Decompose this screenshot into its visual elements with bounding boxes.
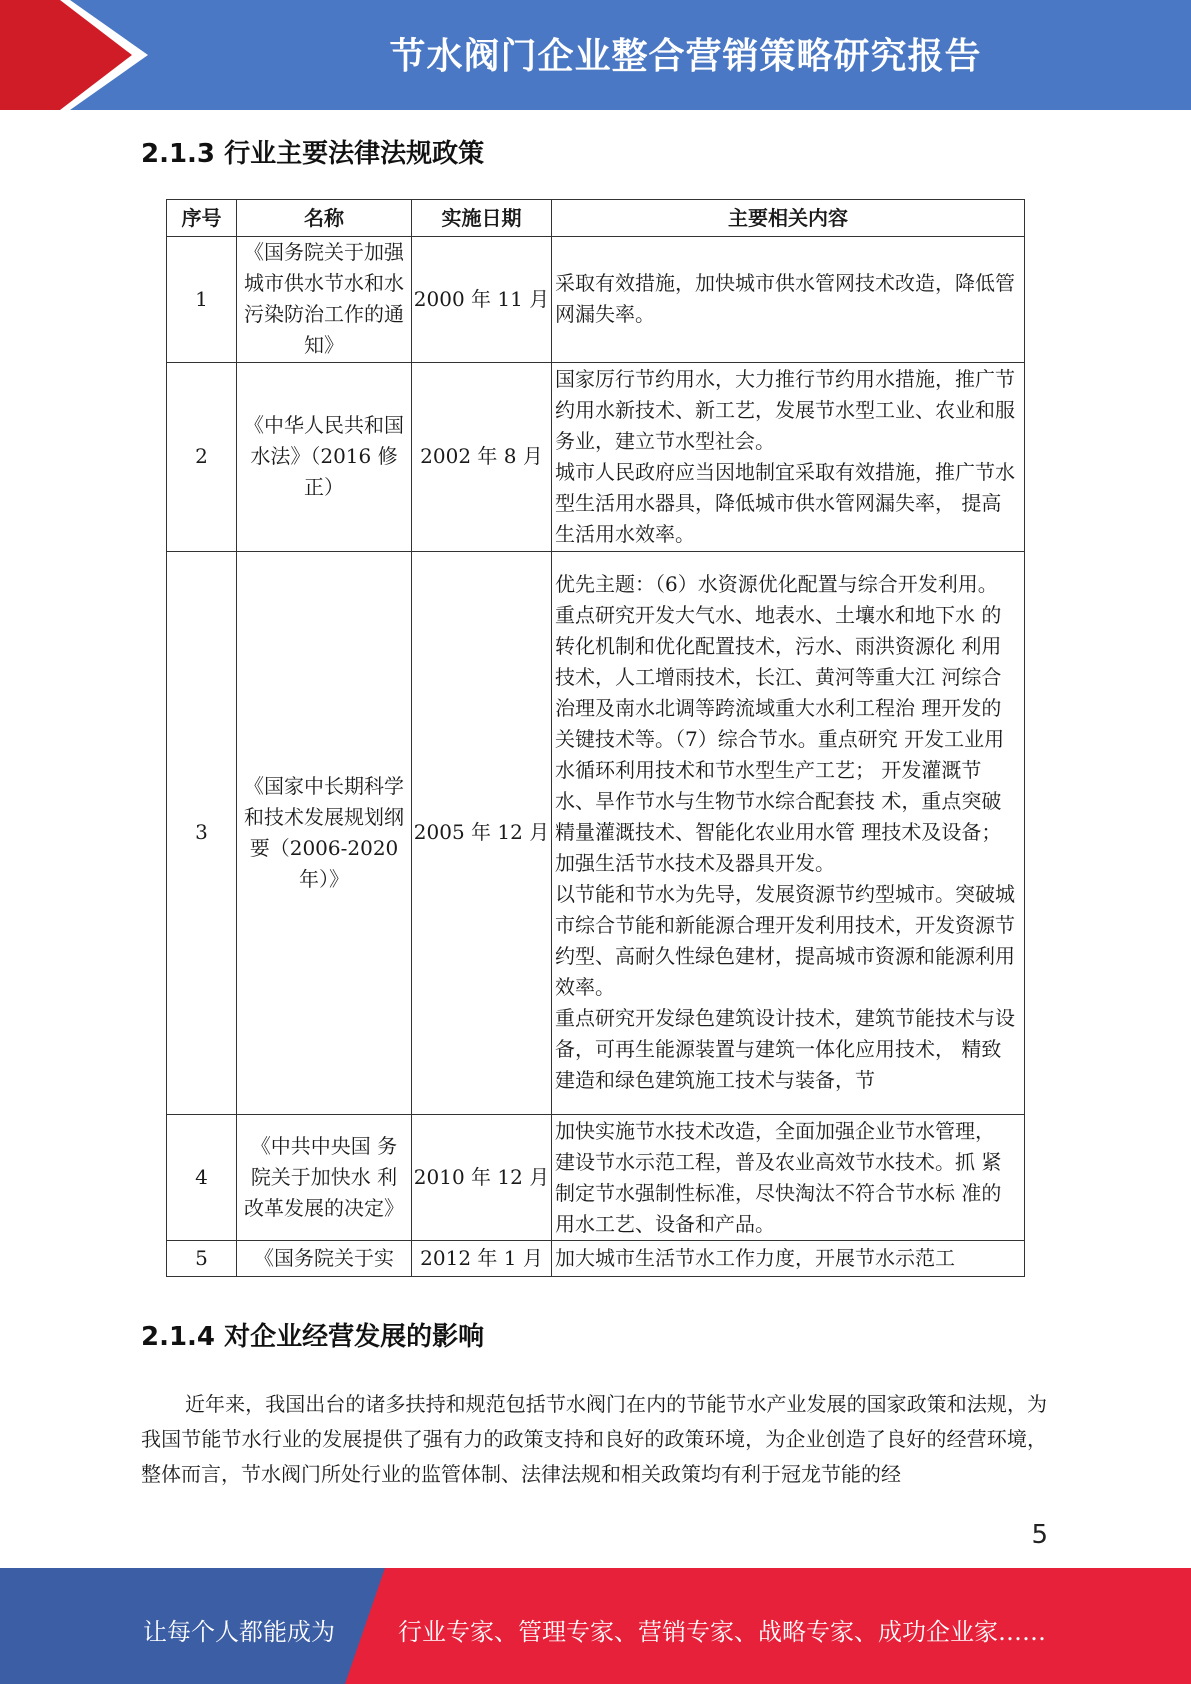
- content-paragraph: 城市人民政府应当因地制宜采取有效措施，推广节水型生活用水器具，降低城市供水管网漏失率， 提高生活用水效率。: [555, 459, 1015, 546]
- policy-table: [166, 199, 1025, 1277]
- cell-name: [237, 1240, 412, 1276]
- table-row: [167, 551, 1025, 1115]
- page-number: 5: [1031, 1520, 1048, 1550]
- cell-date: 2000 年 11 月: [412, 237, 552, 363]
- section-heading-2-1-4: 2.1.4 对企业经营发展的影响: [141, 1322, 485, 1352]
- cell-date: 2002 年 8 月: [412, 362, 552, 551]
- cell-date: 2005 年 12 月: [412, 551, 552, 1115]
- table-row: [167, 1240, 1025, 1276]
- content-paragraph: 优先主题：（6）水资源优化配置与综合开发利用。 重点研究开发大气水、地表水、土壤水和地下水 的转化机制和优化配置技术，污水、雨洪资源化 利用技术，人工增雨技术，长江、黄河等重大江 河综合治理及南水北调等跨流域重大水利工程治 理开发的关键技术等。（7）综合节水。重点研究 开发工业用水循环利用技术和节水型生产工艺； 开发灌溉节水、旱作节水与生物节水综合配套技 术，重点突破精量灌溉技术、智能化农业用水管 理技术及设备；加强生活节水技术及器具开发。: [555, 572, 1005, 876]
- content-paragraph: 国家厉行节约用水，大力推行节约用水措施，推广节约用水新技术、新工艺，发展节水型工业、农业和服务业，建立节水型社会。: [555, 366, 1015, 453]
- cell-name: 《国家中长期科学和技术发展规划纲要（2006-2020 年）》: [237, 551, 412, 1115]
- report-header-banner: [0, 0, 1191, 110]
- table-row: [167, 362, 1025, 551]
- cell-content: [552, 551, 1025, 1115]
- cell-content: [552, 1240, 1025, 1276]
- cell-content: [552, 362, 1025, 551]
- cell-name: 《国务院关于加强城市供水节水和水污染防治工作的通知》: [237, 237, 412, 363]
- column-header-no: 序号: [167, 200, 237, 237]
- column-header-content: 主要相关内容: [552, 200, 1025, 237]
- cell-date: 2010 年 12 月: [412, 1115, 552, 1241]
- table-row: [167, 237, 1025, 363]
- cell-content: [552, 1115, 1025, 1241]
- cell-name: 《中共中央国 务院关于加快水 利改革发展的决定》: [237, 1115, 412, 1241]
- footer-slogan-right: 行业专家、管理专家、营销专家、战略专家、成功企业家……: [398, 1618, 1046, 1646]
- cell-no: 5: [167, 1240, 237, 1276]
- section-heading-2-1-3: 2.1.3 行业主要法律法规政策: [141, 139, 485, 169]
- cell-no: 2: [167, 362, 237, 551]
- content-paragraph: 以节能和节水为先导，发展资源节约型城市。突破城市综合节能和新能源合理开发利用技术，开发资源节约型、高耐久性绿色建材，提高城市资源和能源利用效率。: [555, 882, 1015, 1000]
- table-header-row: [167, 200, 1025, 237]
- cell-no: 4: [167, 1115, 237, 1241]
- cell-content: [552, 237, 1025, 363]
- cell-no: 1: [167, 237, 237, 363]
- content-paragraph: 采取有效措施，加快城市供水管网技术改造，降低管网漏失率。: [555, 271, 1015, 327]
- content-paragraph: 加快实施节水技术改造，全面加强企业节水管理， 建设节水示范工程，普及农业高效节水技术。抓 紧制定节水强制性标准，尽快淘汰不符合节水标 准的用水工艺、设备和产品。: [555, 1118, 1002, 1236]
- table-row: [167, 1115, 1025, 1241]
- cell-name: 《中华人民共和国水法》（2016 修正）: [237, 362, 412, 551]
- column-header-date: 实施日期: [412, 200, 552, 237]
- cell-no: 3: [167, 551, 237, 1115]
- cell-name-text: 《国务院关于实: [254, 1245, 394, 1270]
- cell-date: 2012 年 1 月: [412, 1240, 552, 1276]
- footer-banner: [0, 1568, 1191, 1684]
- content-paragraph: 重点研究开发绿色建筑设计技术，建筑节能技术与设备，可再生能源装置与建筑一体化应用技术， 精致建造和绿色建筑施工技术与装备，节: [555, 1006, 1015, 1093]
- body-paragraph: 近年来，我国出台的诸多扶持和规范包括节水阀门在内的节能节水产业发展的国家政策和法规，为我国节能节水行业的发展提供了强有力的政策支持和良好的政策环境，为企业创造了良好的经营环境，整体而言，节水阀门所处行业的监管体制、法律法规和相关政策均有利于冠龙节能的经: [141, 1392, 1047, 1486]
- report-title: 节水阀门企业整合营销策略研究报告: [389, 36, 982, 77]
- footer-slogan-left: 让每个人都能成为: [143, 1618, 335, 1646]
- content-paragraph: 加大城市生活节水工作力度，开展节水示范工: [555, 1245, 955, 1270]
- column-header-name: 名称: [237, 200, 412, 237]
- header-arrow-decoration: [0, 0, 200, 110]
